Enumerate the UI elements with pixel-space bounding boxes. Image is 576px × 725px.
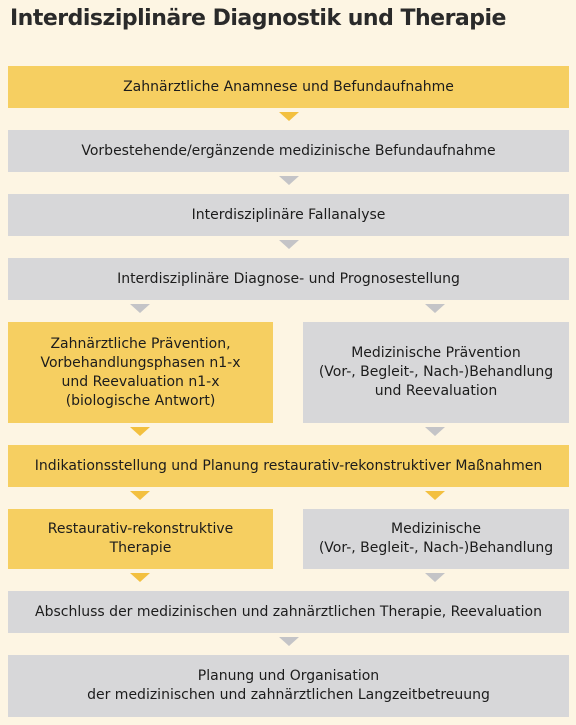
step-case-analysis: Interdisziplinäre Fallanalyse [8, 194, 569, 236]
arrow-down-icon [425, 427, 445, 436]
step-restorative-therapy: Restaurativ-rekonstruktive Therapie [8, 509, 273, 569]
arrow-down-icon [425, 573, 445, 582]
arrow-down-icon [279, 112, 299, 121]
step-medical-prevention: Medizinische Prävention (Vor-, Begleit-, Nach-)Behandlung und Reevaluation [303, 322, 569, 423]
arrow-down-icon [130, 427, 150, 436]
arrow-down-icon [279, 176, 299, 185]
step-dental-prevention: Zahnärztliche Prävention, Vorbehandlungsphasen n1-x und Reevaluation n1-x (biologische Antwort) [8, 322, 273, 423]
arrow-down-icon [130, 573, 150, 582]
arrow-down-icon [130, 304, 150, 313]
page-title: Interdisziplinäre Diagnostik und Therapie [10, 6, 506, 31]
step-indication-planning: Indikationsstellung und Planung restaurativ-rekonstruktiver Maßnahmen [8, 445, 569, 487]
step-anamnese: Zahnärztliche Anamnese und Befundaufnahme [8, 66, 569, 108]
arrow-down-icon [425, 304, 445, 313]
arrow-down-icon [279, 637, 299, 646]
step-therapy-completion: Abschluss der medizinischen und zahnärztlichen Therapie, Reevaluation [8, 591, 569, 633]
step-medical-treatment: Medizinische (Vor-, Begleit-, Nach-)Behandlung [303, 509, 569, 569]
arrow-down-icon [130, 491, 150, 500]
step-medical-findings: Vorbestehende/ergänzende medizinische Befundaufnahme [8, 130, 569, 172]
step-diagnosis-prognosis: Interdisziplinäre Diagnose- und Prognosestellung [8, 258, 569, 300]
step-longterm-care: Planung und Organisation der medizinischen und zahnärztlichen Langzeitbetreuung [8, 655, 569, 717]
arrow-down-icon [425, 491, 445, 500]
arrow-down-icon [279, 240, 299, 249]
